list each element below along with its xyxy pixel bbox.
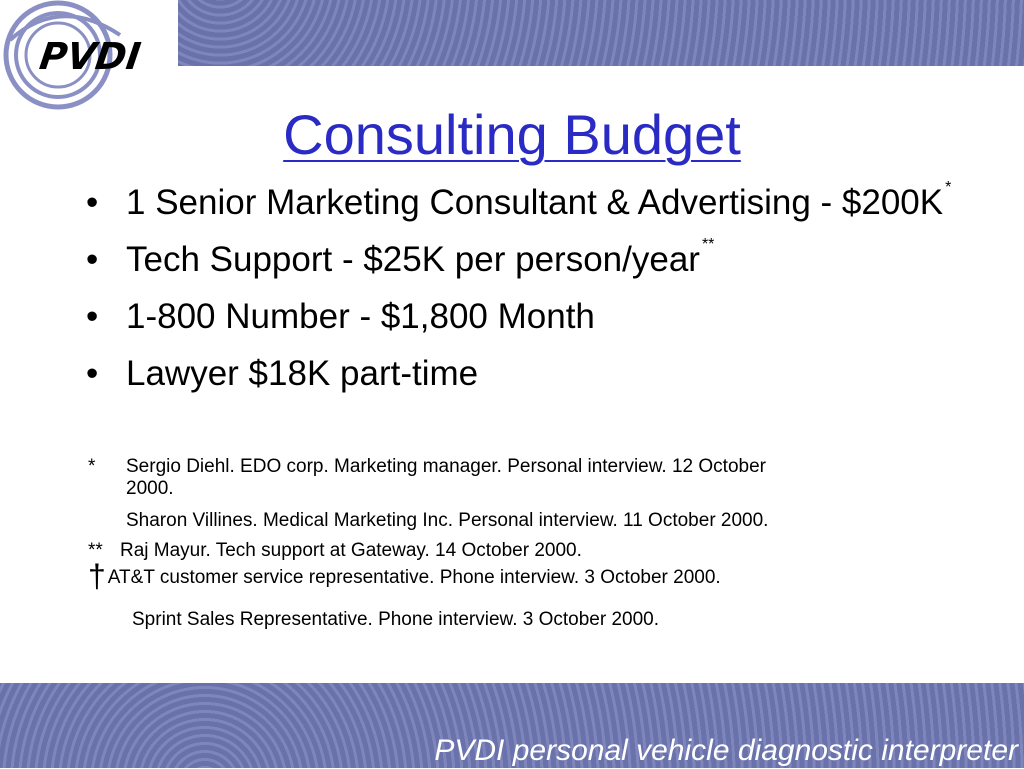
budget-list (86, 179, 986, 411)
footnote: * Sergio Diehl. EDO corp. Marketing manager. Personal interview. 12 October 2000. (88, 456, 766, 499)
budget-item: • Lawyer $18K part-time (86, 354, 986, 394)
pvdi-logo (0, 0, 178, 110)
footnote: ** Raj Mayur. Tech support at Gateway. 14 October 2000. (88, 540, 582, 561)
footer-tagline: PVDI personal vehicle diagnostic interpreter (434, 734, 1018, 767)
slide-title: Consulting Budget (283, 103, 741, 166)
budget-item: • 1 Senior Marketing Consultant & Advertising - $200K * (86, 183, 986, 223)
footnote: Sharon Villines. Medical Marketing Inc. Personal interview. 11 October 2000. (126, 510, 769, 531)
top-decorative-band (178, 0, 1024, 66)
budget-item: • 1-800 Number - $1,800 Month (86, 297, 986, 337)
footnote: † AT&T customer service representative. Phone interview. 3 October 2000. (88, 558, 721, 594)
footnote: Sprint Sales Representative. Phone interview. 3 October 2000. (132, 609, 660, 630)
budget-item: • Tech Support - $25K per person/year ** (86, 240, 986, 280)
dagger-mark: † (88, 558, 106, 594)
logo-text: PVDI (36, 35, 144, 78)
